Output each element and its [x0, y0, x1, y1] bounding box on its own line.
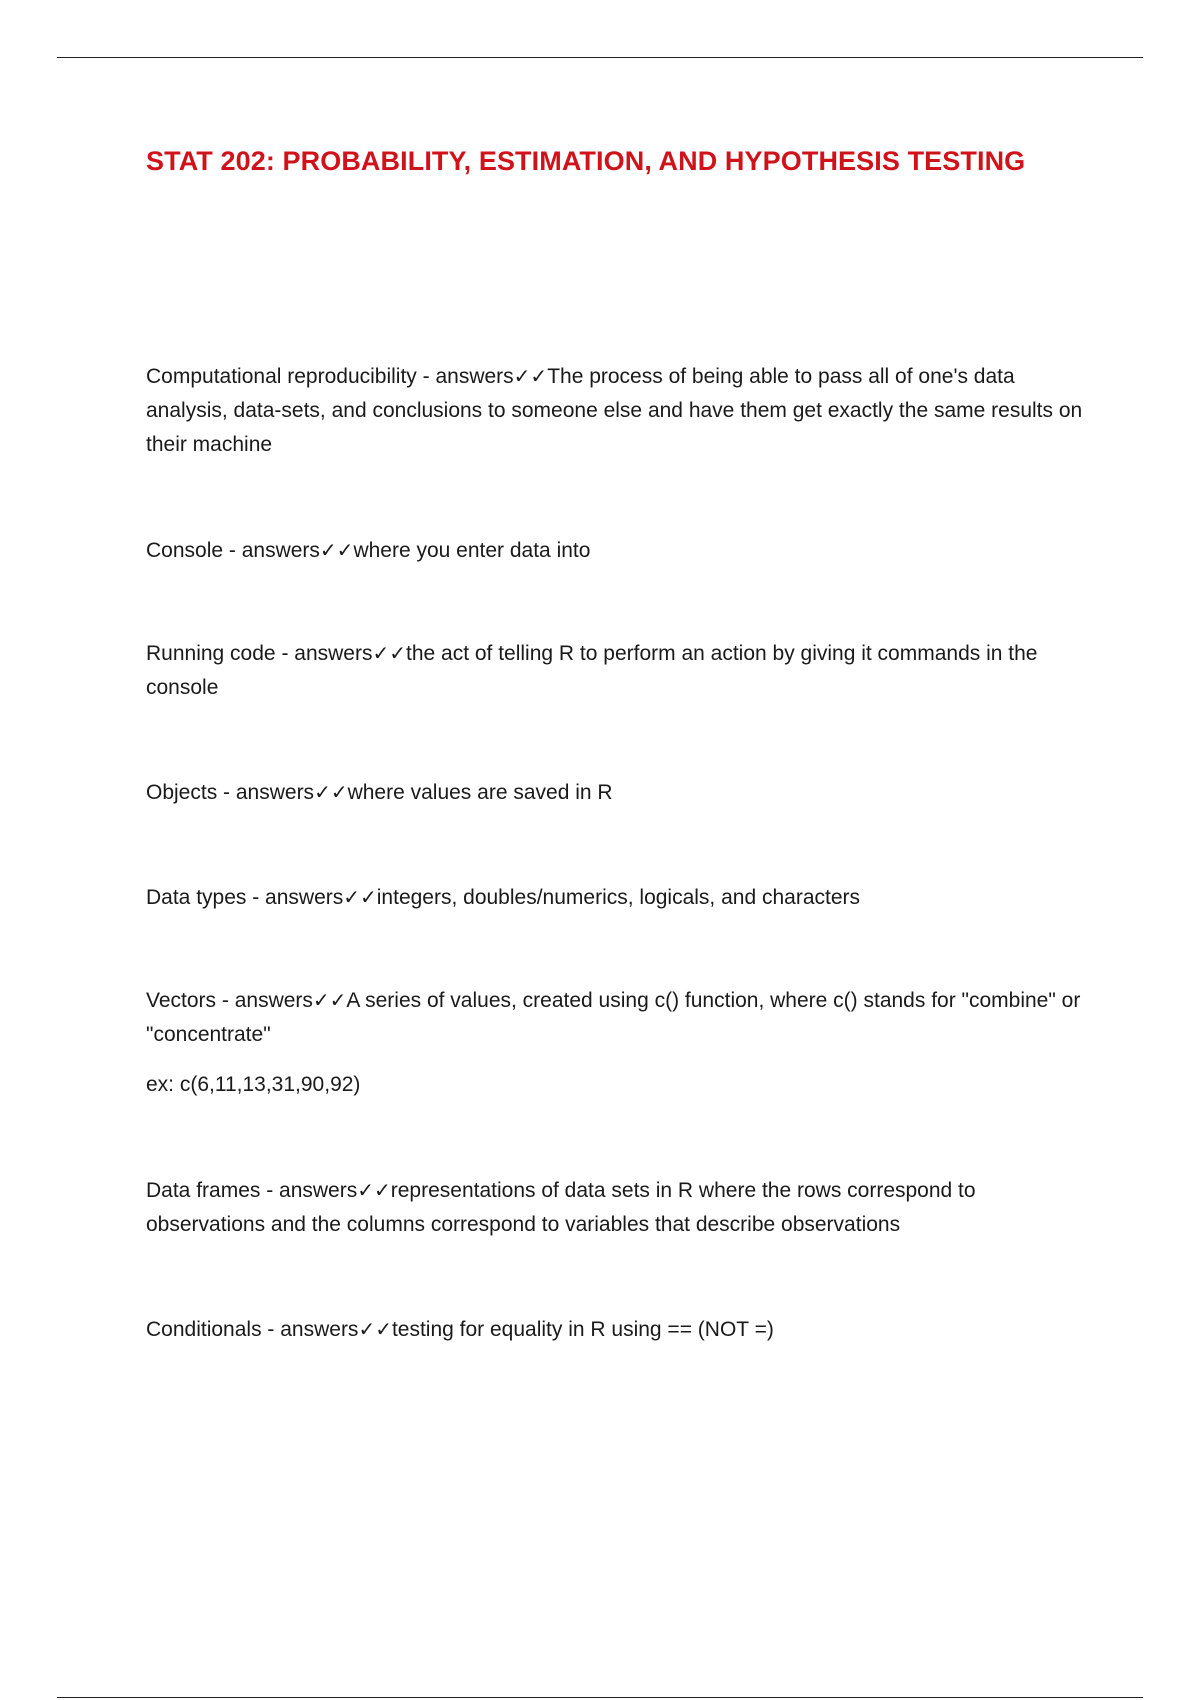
document-title: STAT 202: PROBABILITY, ESTIMATION, AND HYPOTHESIS TESTING	[146, 146, 1026, 176]
entry-term: Computational reproducibility	[146, 365, 417, 388]
entry-separator: - answers	[217, 781, 315, 804]
entry-data-frames	[146, 1173, 1096, 1242]
entry-separator: - answers	[223, 539, 320, 562]
entry-term: Data types	[146, 886, 247, 909]
entry-running-code	[146, 636, 1096, 705]
entry-definition: where values are saved in R	[347, 781, 613, 804]
check-mark-icon: ✓✓	[372, 641, 406, 665]
entry-separator: - answers	[416, 365, 514, 388]
top-rule	[57, 57, 1143, 58]
entry-definition: the act of telling R to perform an action by giving it commands in the console	[146, 642, 1038, 699]
entry-conditionals	[146, 1312, 1096, 1347]
check-mark-icon: ✓✓	[358, 1317, 392, 1341]
entry-separator: - answers	[275, 642, 373, 665]
entry-console	[146, 533, 1096, 568]
entry-definition: representations of data sets in R where the rows correspond to observations and the columns correspond to variables that describe observations	[146, 1179, 976, 1236]
check-mark-icon: ✓✓	[314, 780, 348, 804]
check-mark-icon: ✓✓	[343, 885, 377, 909]
entry-term: Console	[146, 539, 224, 562]
entry-term: Running code	[146, 642, 276, 665]
entry-term: Vectors	[146, 989, 217, 1012]
entry-term: Data frames	[146, 1179, 261, 1202]
entry-vectors	[146, 983, 1096, 1052]
entry-computational-reproducibility	[146, 359, 1096, 462]
entry-vectors-example: ex: c(6,11,13,31,90,92)	[146, 1073, 361, 1096]
entry-definition: The process of being able to pass all of one's data analysis, data-sets, and conclusions to someone else and have them get exactly the same results on their machine	[146, 365, 1083, 456]
entry-separator: - answers	[261, 1318, 359, 1341]
entry-objects	[146, 775, 1096, 810]
entry-definition: integers, doubles/numerics, logicals, and characters	[376, 886, 861, 909]
entry-definition: testing for equality in R using == (NOT =)	[391, 1318, 774, 1341]
entry-separator: - answers	[246, 886, 344, 909]
entry-definition: A series of values, created using c() function, where c() stands for "combine" or "concentrate"	[146, 989, 1081, 1046]
entry-data-types	[146, 880, 1096, 915]
entry-term: Objects	[146, 781, 218, 804]
bottom-rule	[57, 1697, 1143, 1698]
check-mark-icon: ✓✓	[312, 988, 347, 1012]
entry-definition: where you enter data into	[353, 539, 591, 562]
check-mark-icon: ✓✓	[319, 538, 354, 562]
entry-separator: - answers	[216, 989, 313, 1012]
entry-term: Conditionals	[146, 1318, 262, 1341]
check-mark-icon: ✓✓	[357, 1178, 391, 1202]
check-mark-icon: ✓✓	[513, 364, 548, 388]
entry-separator: - answers	[260, 1179, 358, 1202]
